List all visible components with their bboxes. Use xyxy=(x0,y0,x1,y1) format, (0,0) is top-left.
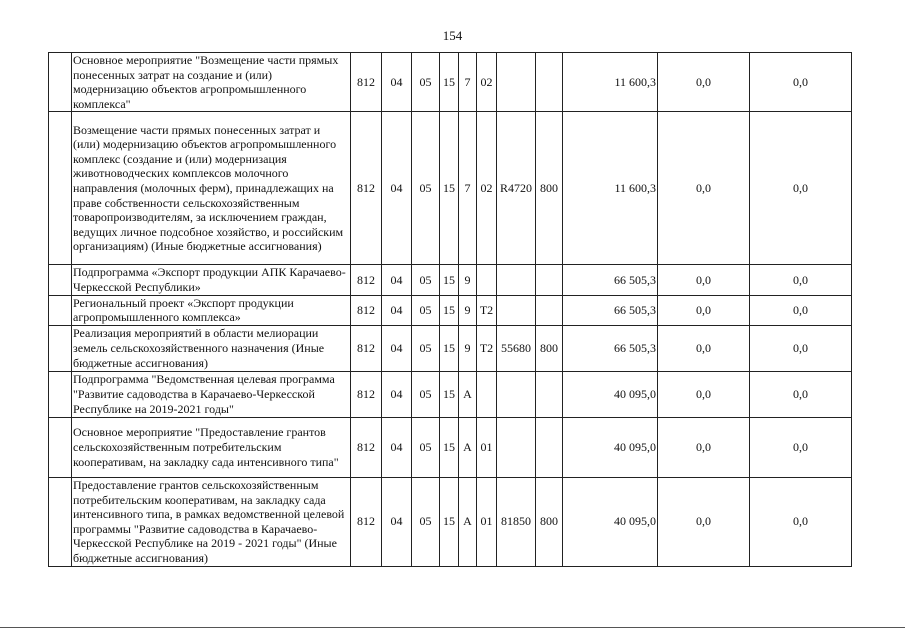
item-name: Реализация мероприятий в области мелиорации земель сельскохозяйственного назначения (Иные бюджетные ассигнования) xyxy=(72,325,351,371)
code-direction xyxy=(497,295,536,325)
blank-cell xyxy=(49,477,72,566)
table-row xyxy=(49,295,852,325)
table-row xyxy=(49,417,852,477)
code-direction xyxy=(497,53,536,112)
code-section: 04 xyxy=(382,371,412,417)
code-program: 15 xyxy=(440,325,459,371)
code-event: T2 xyxy=(477,325,497,371)
code-subprogram: 9 xyxy=(459,325,477,371)
code-ministry: 812 xyxy=(351,53,382,112)
table-row xyxy=(49,477,852,566)
amount-2: 0,0 xyxy=(658,295,750,325)
amount-1: 66 505,3 xyxy=(563,265,658,295)
amount-1: 11 600,3 xyxy=(563,112,658,265)
code-event: 01 xyxy=(477,417,497,477)
item-name: Основное мероприятие "Возмещение части прямых понесенных затрат на создание и (или) модернизацию объектов агропромышленного комплекса" xyxy=(72,53,351,112)
code-ministry: 812 xyxy=(351,295,382,325)
amount-2: 0,0 xyxy=(658,325,750,371)
code-subprogram: А xyxy=(459,371,477,417)
item-name: Подпрограмма "Ведомственная целевая программа "Развитие садоводства в Карачаево-Черкесской Республике на 2019-2021 годы" xyxy=(72,371,351,417)
code-event xyxy=(477,265,497,295)
code-subprogram: 9 xyxy=(459,265,477,295)
code-ministry: 812 xyxy=(351,265,382,295)
code-subprogram: 9 xyxy=(459,295,477,325)
code-event xyxy=(477,371,497,417)
code-direction: R4720 xyxy=(497,112,536,265)
table-row xyxy=(49,265,852,295)
amount-3: 0,0 xyxy=(750,325,852,371)
code-ministry: 812 xyxy=(351,477,382,566)
amount-3: 0,0 xyxy=(750,417,852,477)
amount-2: 0,0 xyxy=(658,112,750,265)
item-name: Возмещение части прямых понесенных затрат и (или) модернизацию объектов агропромышленного комплекс (создание и (или) модернизация животноводческих комплексов молочного направления (молочных ферм), принадлежащих на праве собственности сельскохозяйственным товаропроизводителям, за исключением граждан, ведущих личное подсобное хозяйство, и российским организациям) (Иные бюджетные ассигнования) xyxy=(72,112,351,265)
amount-3: 0,0 xyxy=(750,265,852,295)
code-section: 04 xyxy=(382,477,412,566)
amount-1: 11 600,3 xyxy=(563,53,658,112)
code-event: 02 xyxy=(477,112,497,265)
code-expense-type xyxy=(536,417,563,477)
code-expense-type: 800 xyxy=(536,477,563,566)
blank-cell xyxy=(49,265,72,295)
code-program: 15 xyxy=(440,417,459,477)
budget-table xyxy=(48,52,852,567)
code-section: 04 xyxy=(382,112,412,265)
blank-cell xyxy=(49,417,72,477)
page-number: 154 xyxy=(442,28,463,43)
blank-cell xyxy=(49,112,72,265)
code-event: 02 xyxy=(477,53,497,112)
code-section: 04 xyxy=(382,325,412,371)
code-event: T2 xyxy=(477,295,497,325)
amount-1: 66 505,3 xyxy=(563,325,658,371)
code-program: 15 xyxy=(440,477,459,566)
code-program: 15 xyxy=(440,265,459,295)
item-name: Предоставление грантов сельскохозяйственным потребительским кооперативам, на закладку сада интенсивного типа, в рамках ведомственной целевой программы "Развитие садоводства в Карачаево-Черкесской Республике на 2019 - 2021 годы" (Иные бюджетные ассигнования) xyxy=(72,477,351,566)
code-ministry: 812 xyxy=(351,371,382,417)
amount-1: 66 505,3 xyxy=(563,295,658,325)
code-program: 15 xyxy=(440,112,459,265)
item-name: Основное мероприятие "Предоставление грантов сельскохозяйственным потребительским кооперативам, на закладку сада интенсивного типа" xyxy=(72,417,351,477)
code-subsection: 05 xyxy=(412,295,440,325)
amount-2: 0,0 xyxy=(658,417,750,477)
code-expense-type xyxy=(536,295,563,325)
code-program: 15 xyxy=(440,53,459,112)
amount-3: 0,0 xyxy=(750,112,852,265)
amount-2: 0,0 xyxy=(658,477,750,566)
code-direction: 81850 xyxy=(497,477,536,566)
code-section: 04 xyxy=(382,295,412,325)
table-row xyxy=(49,53,852,112)
code-section: 04 xyxy=(382,417,412,477)
amount-3: 0,0 xyxy=(750,295,852,325)
code-section: 04 xyxy=(382,53,412,112)
amount-1: 40 095,0 xyxy=(563,417,658,477)
code-ministry: 812 xyxy=(351,325,382,371)
code-direction xyxy=(497,265,536,295)
table-row xyxy=(49,112,852,265)
blank-cell xyxy=(49,295,72,325)
blank-cell xyxy=(49,53,72,112)
code-expense-type xyxy=(536,371,563,417)
code-subprogram: А xyxy=(459,477,477,566)
code-subsection: 05 xyxy=(412,265,440,295)
code-direction: 55680 xyxy=(497,325,536,371)
amount-2: 0,0 xyxy=(658,265,750,295)
code-subprogram: А xyxy=(459,417,477,477)
code-subprogram: 7 xyxy=(459,53,477,112)
code-subsection: 05 xyxy=(412,417,440,477)
amount-2: 0,0 xyxy=(658,53,750,112)
page-edge-line xyxy=(0,627,905,628)
blank-cell xyxy=(49,325,72,371)
code-subsection: 05 xyxy=(412,371,440,417)
code-subsection: 05 xyxy=(412,53,440,112)
amount-3: 0,0 xyxy=(750,477,852,566)
table-row xyxy=(49,371,852,417)
code-expense-type xyxy=(536,265,563,295)
code-program: 15 xyxy=(440,371,459,417)
amount-3: 0,0 xyxy=(750,53,852,112)
code-direction xyxy=(497,417,536,477)
code-program: 15 xyxy=(440,295,459,325)
amount-3: 0,0 xyxy=(750,371,852,417)
code-subsection: 05 xyxy=(412,325,440,371)
code-direction xyxy=(497,371,536,417)
code-event: 01 xyxy=(477,477,497,566)
blank-cell xyxy=(49,371,72,417)
code-expense-type: 800 xyxy=(536,112,563,265)
amount-1: 40 095,0 xyxy=(563,477,658,566)
code-subsection: 05 xyxy=(412,477,440,566)
code-subprogram: 7 xyxy=(459,112,477,265)
code-ministry: 812 xyxy=(351,417,382,477)
table-row xyxy=(49,325,852,371)
code-section: 04 xyxy=(382,265,412,295)
code-expense-type: 800 xyxy=(536,325,563,371)
code-expense-type xyxy=(536,53,563,112)
amount-1: 40 095,0 xyxy=(563,371,658,417)
code-ministry: 812 xyxy=(351,112,382,265)
item-name: Подпрограмма «Экспорт продукции АПК Карачаево-Черкесской Республики» xyxy=(72,265,351,295)
item-name: Региональный проект «Экспорт продукции агропромышленного комплекса» xyxy=(72,295,351,325)
amount-2: 0,0 xyxy=(658,371,750,417)
code-subsection: 05 xyxy=(412,112,440,265)
